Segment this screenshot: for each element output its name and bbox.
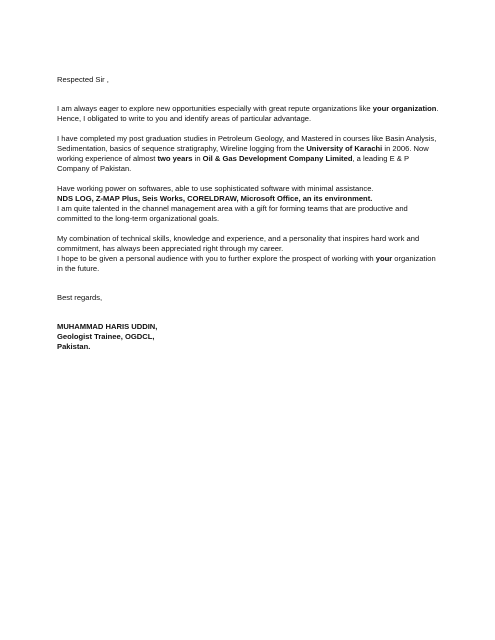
bold-text: two years [157, 154, 193, 163]
signature-title: Geologist Trainee, OGDCL, [57, 332, 155, 341]
paragraph-text: in 2006. Now working experience of almost [57, 144, 429, 163]
paragraph-text: Have working power on softwares, able to use sophisticated software with minimal assistance. [57, 184, 374, 193]
salutation: Respected Sir , [57, 75, 109, 84]
paragraph-text: I have completed my post graduation studies in Petroleum Geology, and Mastered in courses like Basin Analysis, Sedimentation, basics of sequence stratigraphy, Wireline logging from the [57, 134, 437, 153]
paragraph-text: organization in the future. [57, 254, 436, 273]
bold-text: University of Karachi [306, 144, 383, 153]
signature-country: Pakistan. [57, 342, 91, 351]
paragraph-text: , a leading E & P Company of Pakistan. [57, 154, 409, 173]
software-list: NDS LOG, Z-MAP Plus, Seis Works, CORELDRAW, Microsoft Office, an its environment. [57, 194, 373, 203]
paragraph-skills [57, 184, 441, 224]
signature-name: MUHAMMAD HARIS UDDIN, [57, 322, 158, 331]
cover-letter [57, 75, 441, 352]
paragraph-text: My combination of technical skills, knowledge and experience, and a personality that inspires hard work and commitment, has always been appreciated right through my career. [57, 234, 420, 253]
paragraph-text: I am always eager to explore new opportunities especially with great repute organizations like [57, 104, 373, 113]
signature-block [57, 322, 441, 352]
paragraph-text: . Hence, I obligated to write to you and identify areas of particular advantage. [57, 104, 439, 123]
paragraph-closing [57, 234, 441, 274]
bold-text: your [375, 254, 393, 263]
paragraph-text: I hope to be given a personal audience with you to further explore the prospect of working with [57, 254, 376, 263]
paragraph-text: in [192, 154, 203, 163]
paragraph-education [57, 134, 441, 174]
paragraph-interest [57, 104, 441, 124]
closing: Best regards, [57, 293, 103, 302]
bold-text: Oil & Gas Development Company Limited [202, 154, 353, 163]
paragraph-text: I am quite talented in the channel management area with a gift for forming teams that are productive and committed to the long-term organizational goals. [57, 204, 408, 223]
bold-text: your organization [372, 104, 437, 113]
